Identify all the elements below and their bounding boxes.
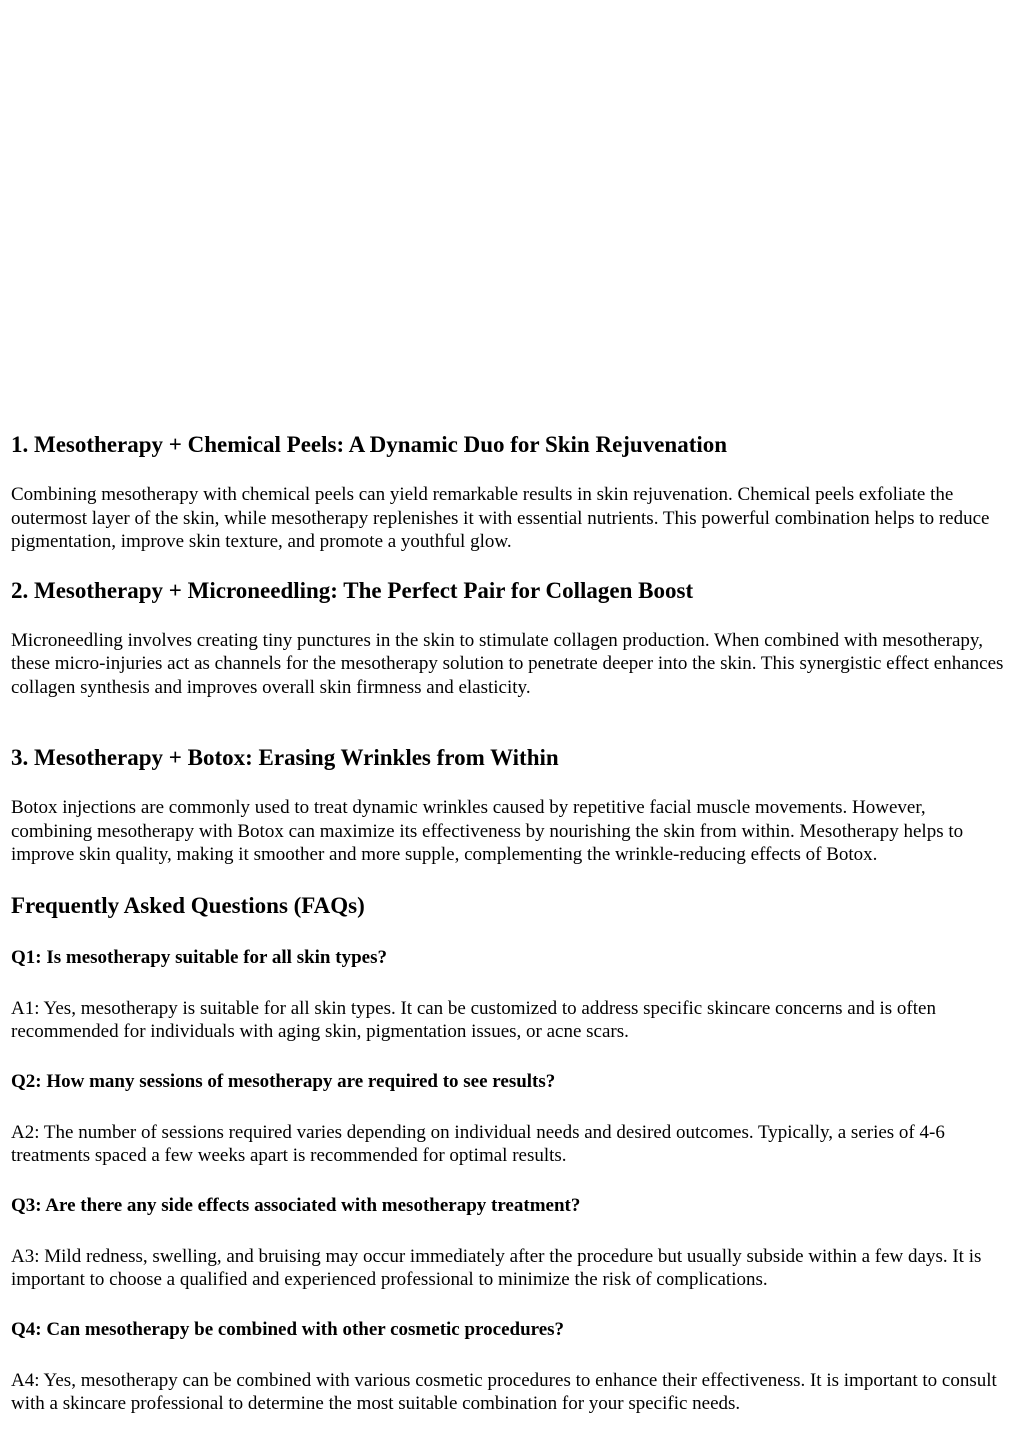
faq-title: Frequently Asked Questions (FAQs) xyxy=(11,892,365,918)
section-heading-chemical-peels: 1. Mesotherapy + Chemical Peels: A Dynamic Duo for Skin Rejuvenation xyxy=(11,432,728,457)
blank-image-area xyxy=(11,0,1011,428)
faq-question: Q3: Are there any side effects associated with mesotherapy treatment? xyxy=(11,1194,581,1216)
section-heading-botox: 3. Mesotherapy + Botox: Erasing Wrinkles from Within xyxy=(11,745,559,770)
faq-answer: A3: Mild redness, swelling, and bruising may occur immediately after the procedure but usually subside within a few days. It is important to choose a qualified and experienced professional to minimize the risk of complications. xyxy=(11,1245,982,1290)
faq-answer: A2: The number of sessions required varies depending on individual needs and desired outcomes. Typically, a series of 4-6 treatments spaced a few weeks apart is recommended for optimal results. xyxy=(11,1121,945,1166)
section-body-chemical-peels: Combining mesotherapy with chemical peels can yield remarkable results in skin rejuvenation. Chemical peels exfoliate the outermost layer of the skin, while mesotherapy replenishes it with essential nutrients. This powerful combination helps to reduce pigmentation, improve skin texture, and promote a youthful glow. xyxy=(11,484,990,552)
section-body-microneedling: Microneedling involves creating tiny punctures in the skin to stimulate collagen production. When combined with mesotherapy, these micro-injuries act as channels for the mesotherapy solution to penetrate deeper into the skin. This synergistic effect enhances collagen synthesis and improves overall skin firmness and elasticity. xyxy=(11,629,1004,698)
faq-question: Q4: Can mesotherapy be combined with other cosmetic procedures? xyxy=(11,1318,565,1340)
faq-answer: A4: Yes, mesotherapy can be combined with various cosmetic procedures to enhance their effectiveness. It is important to consult with a skincare professional to determine the most suitable combination for your specific needs. xyxy=(11,1369,997,1414)
section-heading-microneedling: 2. Mesotherapy + Microneedling: The Perfect Pair for Collagen Boost xyxy=(11,577,694,603)
section-body-botox: Botox injections are commonly used to treat dynamic wrinkles caused by repetitive facial muscle movements. However, combining mesotherapy with Botox can maximize its effectiveness by nourishing the skin from within. Mesotherapy helps to improve skin quality, making it smoother and more supple, complementing the wrinkle-reducing effects of Botox. xyxy=(11,797,964,865)
faq-question: Q1: Is mesotherapy suitable for all skin types? xyxy=(11,946,387,968)
document-page xyxy=(11,0,1011,1416)
faq-question: Q2: How many sessions of mesotherapy are required to see results? xyxy=(11,1070,556,1092)
faq-answer: A1: Yes, mesotherapy is suitable for all skin types. It can be customized to address specific skincare concerns and is often recommended for individuals with aging skin, pigmentation issues, or acne scars. xyxy=(11,997,936,1042)
